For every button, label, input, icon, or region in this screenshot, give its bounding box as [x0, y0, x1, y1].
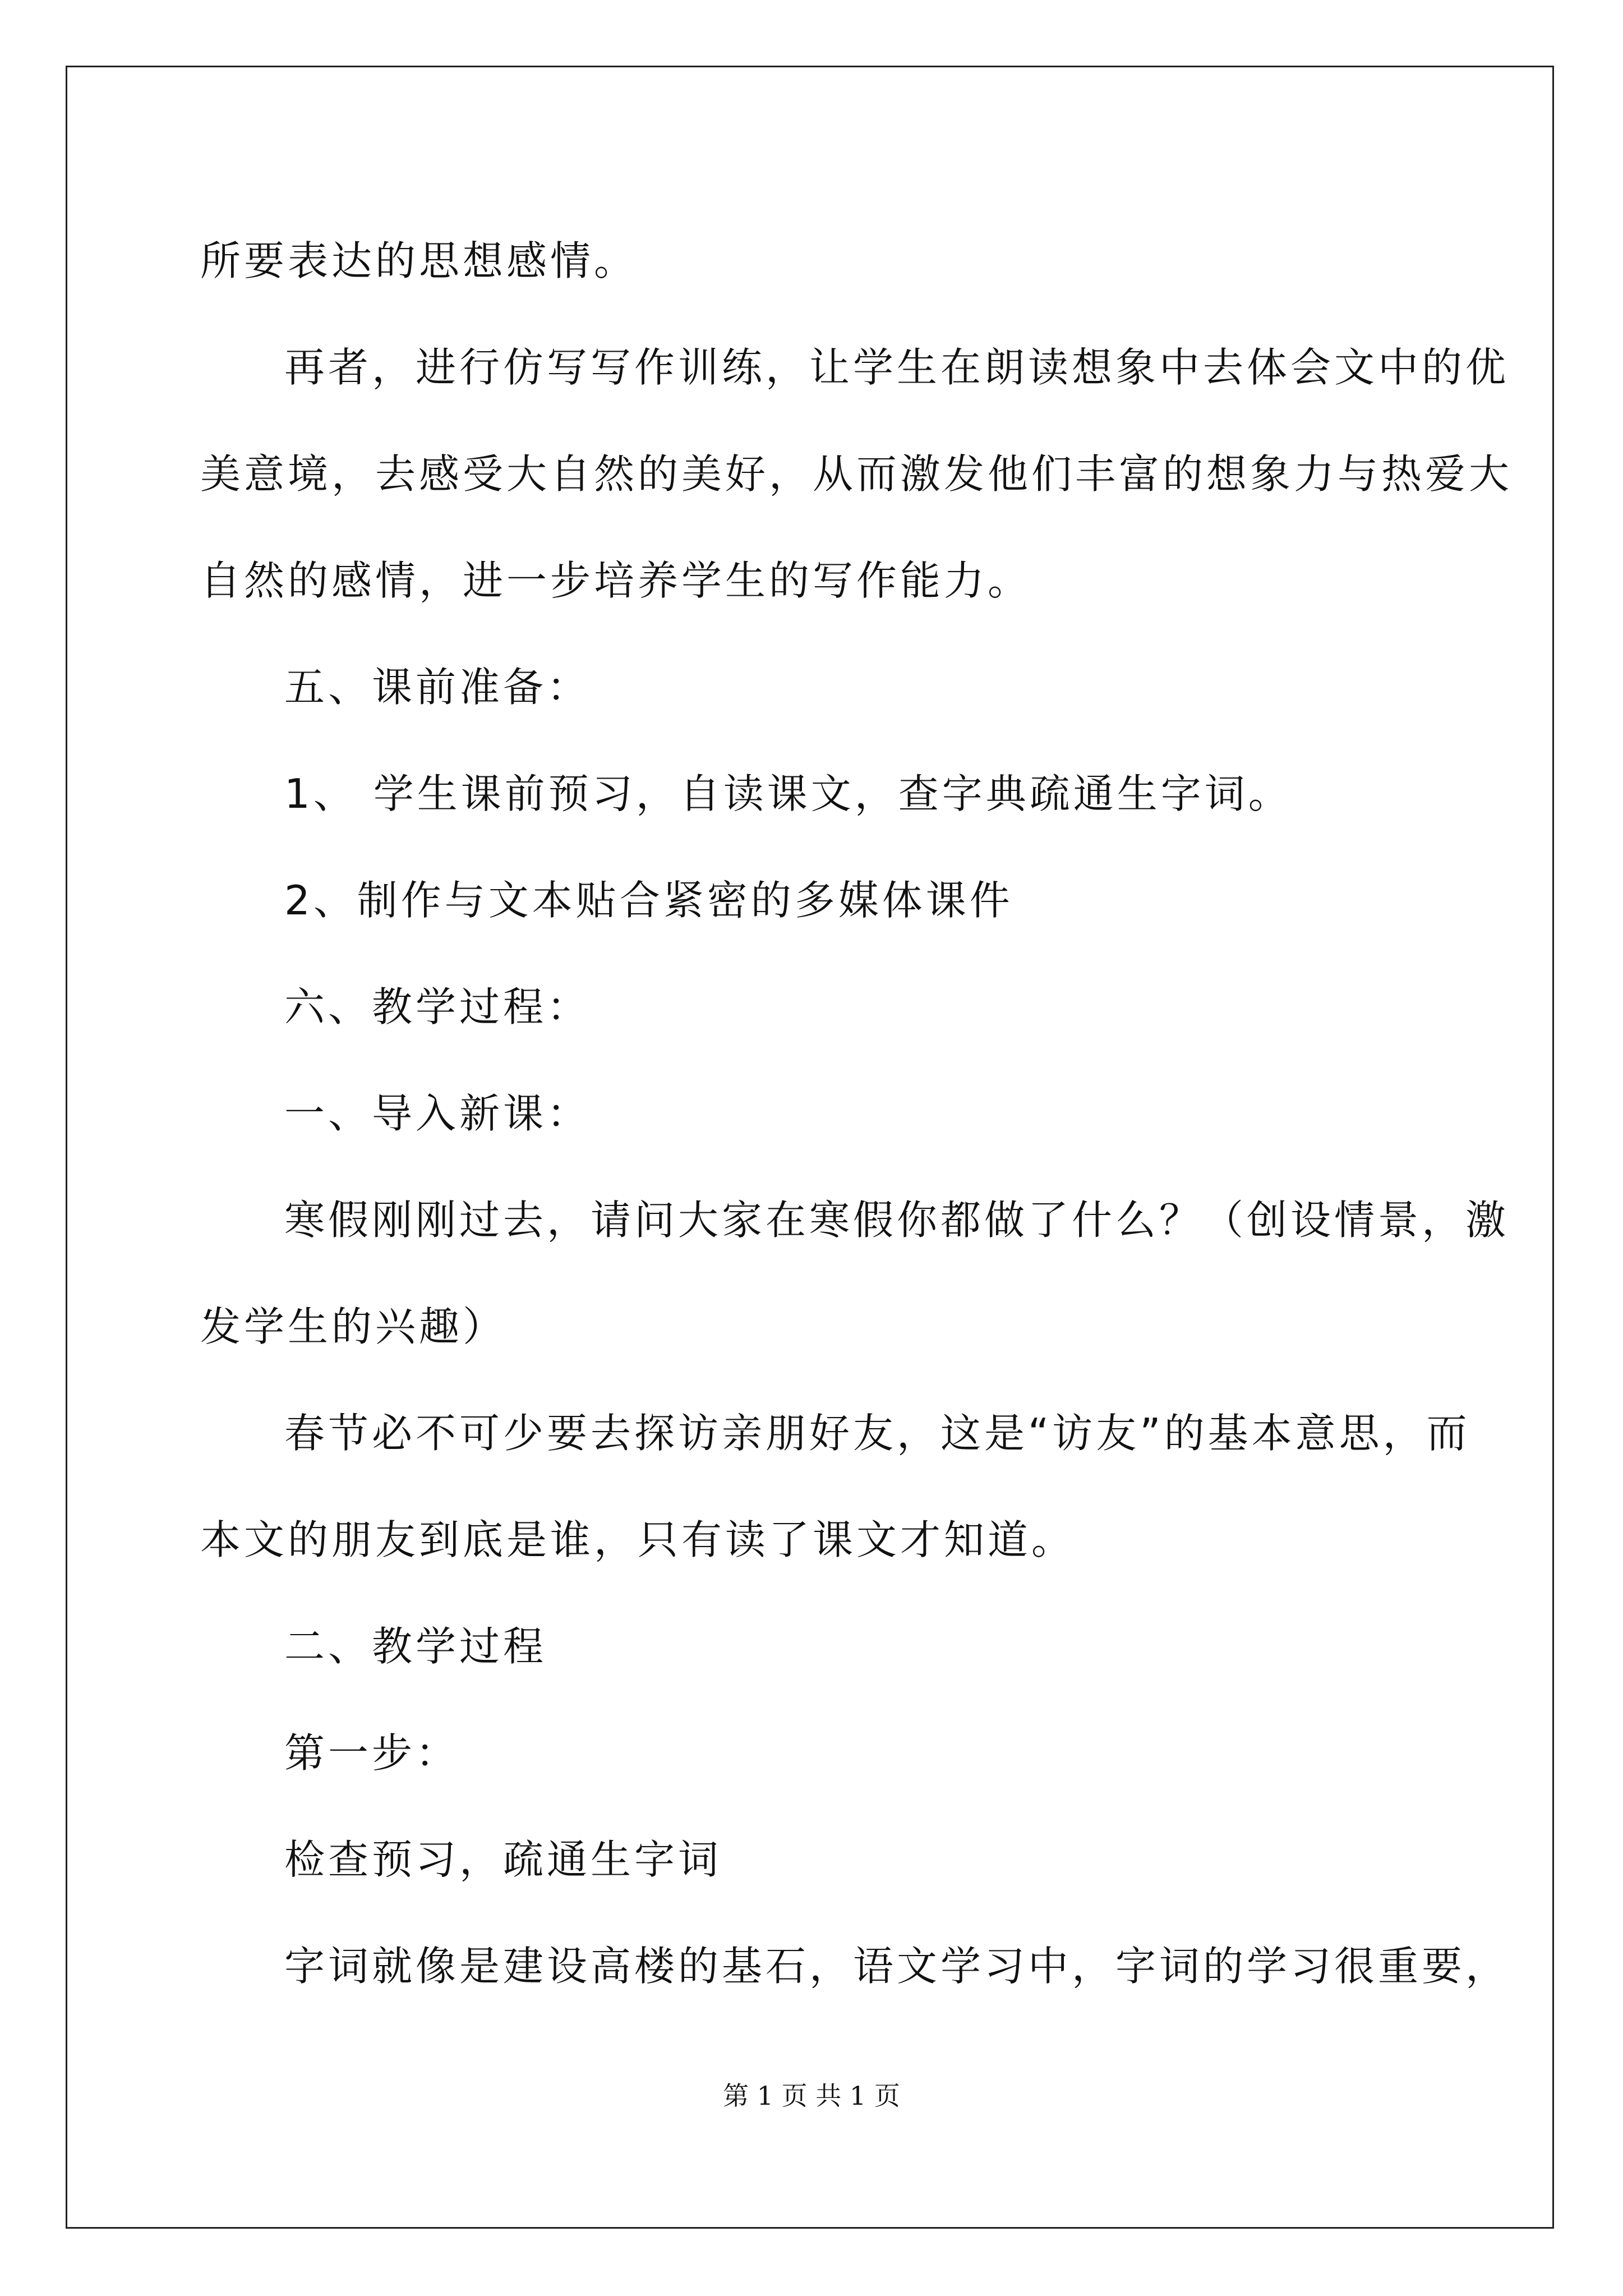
paragraph-line: 再者，进行仿写写作训练，让学生在朗读想象中去体会文中的优 [284, 344, 1510, 391]
paragraph-line: 发学生的兴趣） [200, 1303, 507, 1350]
section-heading: 六、教学过程： [284, 983, 591, 1030]
paragraph-line: 字词就像是建设高楼的基石，语文学习中，字词的学习很重要， [284, 1943, 1510, 1990]
list-item: 1、 学生课前预习，自读课文，查字典疏通生字词。 [284, 770, 1292, 817]
section-heading: 一、导入新课： [284, 1090, 591, 1137]
paragraph-line: 寒假刚刚过去，请问大家在寒假你都做了什么？（创设情景，激 [284, 1197, 1510, 1244]
document-body [200, 208, 1513, 2019]
step-heading: 第一步： [284, 1729, 460, 1777]
paragraph-line: 美意境，去感受大自然的美好，从而激发他们丰富的想象力与热爱大 [200, 450, 1513, 498]
paragraph-line: 自然的感情，进一步培养学生的写作能力。 [200, 557, 1032, 604]
paragraph-line: 本文的朋友到底是谁，只有读了课文才知道。 [200, 1516, 1076, 1563]
page-footer: 第 1 页 共 1 页 [723, 2081, 900, 2111]
paragraph-line: 检查预习，疏通生字词 [284, 1836, 722, 1883]
paragraph-line: 春节必不可少要去探访亲朋好友，这是“访友”的基本意思，而 [284, 1410, 1470, 1457]
section-heading: 二、教学过程 [284, 1623, 547, 1670]
paragraph-line: 所要表达的思想感情。 [200, 237, 638, 284]
list-item: 2、制作与文本贴合紧密的多媒体课件 [284, 877, 1013, 924]
section-heading: 五、课前准备： [284, 664, 591, 711]
